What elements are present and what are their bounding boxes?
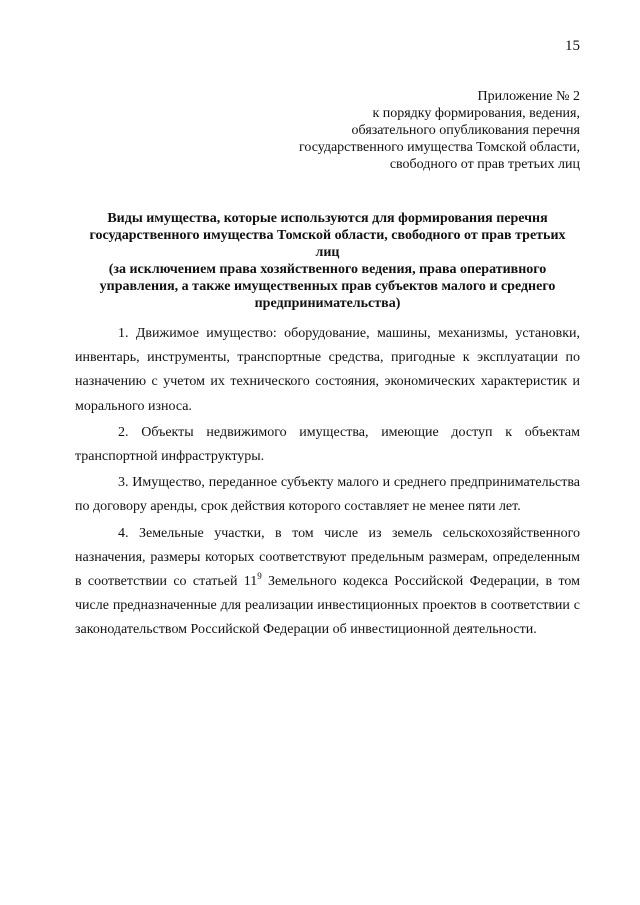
title-line: Виды имущества, которые используются для формирования перечня <box>107 211 548 226</box>
paragraph-2: 2. Объекты недвижимого имущества, имеющие доступ к объектам транспортной инфраструктуры. <box>75 424 580 465</box>
appendix-line: государственного имущества Томской области, <box>298 140 580 155</box>
page-number: 15 <box>565 38 580 54</box>
appendix-header <box>240 88 580 173</box>
title-line: государственного имущества Томской области, свободного от прав третьих <box>89 228 566 243</box>
document-title <box>75 210 580 312</box>
title-line: предпринимательства) <box>254 296 401 311</box>
title-line: (за исключением права хозяйственного ведения, права оперативного <box>108 262 547 277</box>
superscript-9: 9 <box>257 571 262 582</box>
title-line: управления, а также имущественных прав субъектов малого и среднего <box>99 279 556 294</box>
document-body <box>75 322 580 645</box>
paragraph-4-end: Земельного кодекса Российской Федерации, в том числе предназначенные для реализации инвестиционных проектов в соответствии с законодательством Российской Федерации об инвестиционной деятельности. <box>75 574 580 638</box>
appendix-line: свободного от прав третьих лиц <box>389 157 580 172</box>
paragraph-4-start: 4. Земельные участки, в том числе из земель сельскохозяйственного назначения, размеры которых соответствуют предельным размерам, определенным в соответствии со статьей 11 <box>75 525 580 590</box>
title-line: лиц <box>315 245 340 260</box>
appendix-line: обязательного опубликования перечня <box>351 123 580 138</box>
appendix-line: Приложение № 2 <box>477 89 580 104</box>
paragraph-3: 3. Имущество, переданное субъекту малого и среднего предпринимательства по договору аренды, срок действия которого составляет не менее пяти лет. <box>75 475 580 515</box>
paragraph-1: 1. Движимое имущество: оборудование, машины, механизмы, установки, инвентарь, инструменты, транспортные средства, пригодные к эксплуатации по назначению с учетом их технического состояния, экономических характеристик и морального износа. <box>75 326 580 414</box>
appendix-line: к порядку формирования, ведения, <box>372 106 580 121</box>
paragraph-4 <box>75 522 580 643</box>
